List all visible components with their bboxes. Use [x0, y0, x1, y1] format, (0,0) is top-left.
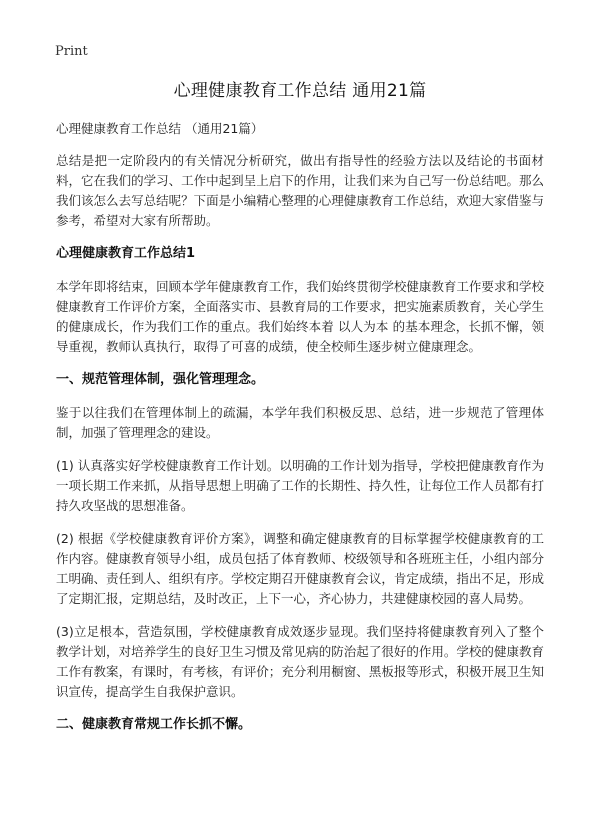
document-body [56, 120, 544, 748]
item-1-paragraph: (1) 认真落实好学校健康教育工作计划。以明确的工作计划为指导，学校把健康教育作为一项长期工作来抓，从指导思想上明确了工作的长期性、持久性，让每位工作人员都有打持久攻坚战的思想准备。 [56, 458, 544, 513]
section-heading-summary-1: 心理健康教育工作总结1 [56, 246, 196, 261]
page-title: 心理健康教育工作总结 通用21篇 [173, 81, 427, 101]
section-heading-management: 一、规范管理体制，强化管理理念。 [56, 372, 265, 387]
item-2-paragraph: (2) 根据《学校健康教育评价方案》，调整和确定健康教育的目标掌握学校健康教育的工作内容。健康教育领导小组，成员包括了体育教师、校级领导和各班班主任，小组内部分工明确、责任到人、组织有序。学校定期召开健康教育会议，肯定成绩，指出不足，形成了定期汇报，定期总结，及时改正，上下一心，齐心协力，共建健康校园的喜人局势。 [56, 531, 544, 606]
document-subtitle: 心理健康教育工作总结 （通用21篇） [56, 121, 264, 136]
management-paragraph: 鉴于以往我们在管理体制上的疏漏，本学年我们积极反思、总结，进一步规范了管理体制，加强了管理理念的建设。 [56, 405, 544, 440]
item-3-paragraph: (3)立足根本，营造氛围，学校健康教育成效逐步显现。我们坚持将健康教育列入了整个教学计划，对培养学生的良好卫生习惯及常见病的防治起了很好的作用。学校的健康教育工作有教案，有课时，有考核，有评价；充分利用橱窗、黑板报等形式，积极开展卫生知识宣传，提高学生自我保护意识。 [56, 624, 544, 699]
intro-paragraph: 总结是把一定阶段内的有关情况分析研究，做出有指导性的经验方法以及结论的书面材料，它在我们的学习、工作中起到呈上启下的作用，让我们来为自己写一份总结吧。那么我们该怎么去写总结呢？下面是小编精心整理的心理健康教育工作总结，欢迎大家借鉴与参考，希望对大家有所帮助。 [56, 153, 544, 228]
summary-1-paragraph: 本学年即将结束，回顾本学年健康教育工作，我们始终贯彻学校健康教育工作要求和学校健康教育工作评价方案，全面落实市、县教育局的工作要求，把实施素质教育，关心学生的健康成长，作为我们工作的重点。我们始终本着 以人为本 的基本理念，长抓不懈，领导重视，教师认真执行，取得了可喜的成绩，使全校师生逐步树立健康理念。 [56, 279, 544, 354]
print-link[interactable]: Print [55, 44, 88, 59]
section-heading-routine-work: 二、健康教育常规工作长抓不懈。 [56, 717, 252, 732]
